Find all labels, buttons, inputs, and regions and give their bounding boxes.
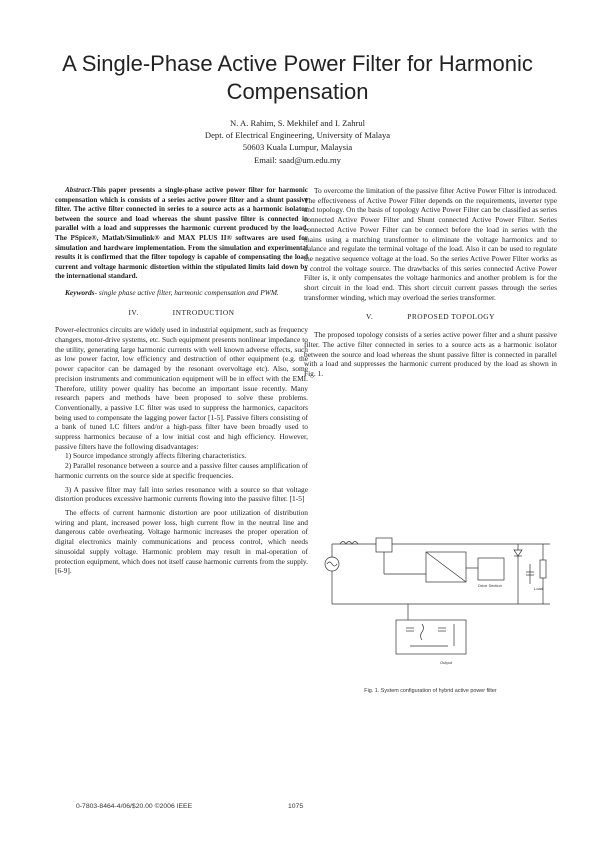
page-number: 1075: [288, 803, 304, 810]
system-configuration-figure: [318, 524, 564, 674]
drive-section-label: Drive Section: [478, 583, 502, 588]
section-title: PROPOSED TOPOLOGY: [407, 312, 495, 322]
keywords: [55, 288, 308, 298]
section-number: IV.: [128, 307, 139, 317]
output-label: Output: [440, 660, 453, 665]
section-heading-topology: [304, 312, 557, 322]
intro-paragraph-3: To overcome the limitation of the passive filter Active Power Filter is introduced. The effectiveness of Active Power Filter depends on the requirements, inverter type and topology. On the basis of topology Active Power Filter can be classified as series connected Active Power Filter and Shunt connected Active Power Filter. Series connected Active Power Filter can be connect before the load in series with the mains using a matching transformer to eliminate the voltage harmonics and to balance and regulate the terminal voltage of the load. Also it can be used to regulate the negative sequence voltage at the load. So the series Active Power Filter works as a control the voltage source. The drawbacks of this series connected Active Power Filter is, it only compensates the voltage harmonics and another problem is for the short circuit in the load end. This short circuit current passes through the series transformer winding, which may overload the series transformer.: [304, 186, 557, 302]
keywords-label: Keywords: [65, 287, 95, 297]
passive-filter-block: [396, 620, 466, 654]
load-label: Load: [534, 586, 543, 591]
author-address: 50603 Kuala Lumpur, Malaysia: [242, 142, 353, 153]
drive-section-block: [478, 558, 504, 580]
source-inductor-symbol: [340, 542, 358, 545]
topology-paragraph-1: The proposed topology consists of a series active power filter and a shunt passive filter. The active filter connected in series to a source acts as a harmonic isolator between the source and load whereas the shunt passive filter is connected in parallel with a load and suppresses the harmonic current produced by the load as shown in Fig. 1.: [304, 330, 557, 378]
intro-list-item-2: 2) Parallel resonance between a source and a passive filter causes amplification of harmonic currents on the source side at specific frequencies.: [55, 461, 308, 480]
section-number: V.: [366, 312, 374, 322]
paper-title: A Single-Phase Active Power Filter for Harmonic Compensation: [62, 51, 533, 104]
author-block: [150, 117, 445, 166]
author-department: Dept. of Electrical Engineering, University of Malaya: [204, 130, 391, 141]
author-email: Email: saad@um.edu.my: [254, 154, 341, 165]
footer-isbn: 0-7803-8464-4/06/$20.00 ©2006 IEEE: [76, 803, 193, 810]
intro-paragraph-2: The effects of current harmonic distortion are poor utilization of distribution wiring and plant, increased power loss, high current flow in the neutral line and dangerous cable overheating. Voltage harmonic increases the proper operation of digital electronics mainly communications and process control, which needs sinusoidal supply voltage. Harmonic problem may result in mal-operation of protection equipment, which does not itself cause harmonic currents from the supply. [6-9].: [55, 508, 308, 576]
load-resistor: [540, 560, 546, 578]
author-names: N. A. Rahim, S. Mekhilef and I. Zahrul: [229, 118, 366, 128]
section-heading-introduction: [55, 308, 308, 318]
abstract-text: -This paper presents a single-phase active power filter for harmonic compensation which is consists of a series active power filter and a shunt passive filter. The active filter connected in series to a source acts as a harmonic isolator between the source and load whereas the shunt passive filter is connected in parallel with a load and suppresses the harmonic current produced by the load. The PSpice®, Matlab/Simulink® and MAX PLUS II® softwares are used for simulation and hardware implementation. From the simulation and experimental results it is confirmed that the filter topology is capable of compensating the load current and voltage harmonic distortion within the stipulated limits laid down by the international standard.: [55, 186, 308, 281]
figure-caption: Fig. 1. System configuration of hybrid active power filter: [364, 688, 497, 694]
intro-list-item-1: 1) Source impedance strongly affects filtering characteristics.: [65, 451, 247, 461]
right-column: [304, 186, 557, 379]
section-title: INTRODUCTION: [172, 307, 235, 317]
abstract: [55, 186, 308, 282]
intro-paragraph-1: Power-electronics circuits are widely used in industrial equipment, such as frequency changers, motor-drive systems, etc. Such equipment presents nonlinear impedance to the utility, generating large harmonic currents with well known adverse effects, such as low power factor, low efficiency and destruction of other equipment (e.g. the power capacitor can be damaged by the resonant overvoltage etc). Also, some precision instruments and communication equipment will be in effect with the EMI. Therefore, utility power quality has become an important issue recently. Many research papers and methods have been proposed to solve these problems. Conventionally, a passive LC filter was used to suppress the harmonics, capacitors being used to compensate the lagging power factor [1-5]. Passive filters consisting of a bank of tuned LC filters and/or a high-pass filter have been broadly used to suppress harmonics because of a low initial cost and high efficiency. However, passive filters have the following disadvantages:: [55, 325, 308, 451]
left-column: [55, 186, 308, 576]
abstract-label: Abstract: [65, 186, 90, 194]
series-transformer-symbol: [376, 538, 392, 552]
diode-symbol: [514, 550, 522, 556]
keywords-text: - single phase active filter, harmonic compensation and PWM.: [94, 287, 279, 297]
intro-list-item-3: 3) A passive filter may fall into series resonance with a source so that voltage distortion produces excessive harmonic currents flowing into the passive filter. [1-5]: [55, 484, 308, 504]
